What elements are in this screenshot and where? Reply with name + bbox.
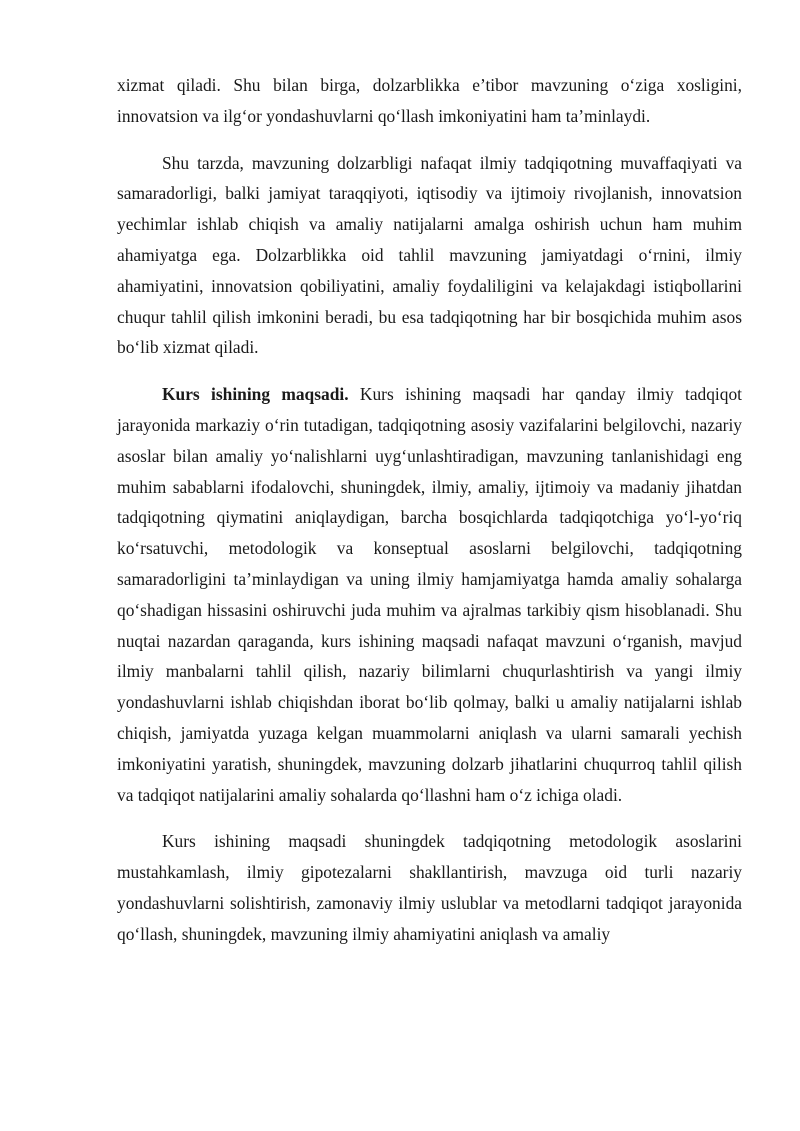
paragraph-goal-methodology <box>117 826 742 949</box>
paragraph-heading: Kurs ishining maqsadi. <box>162 384 349 405</box>
paragraph-continuation <box>117 70 742 132</box>
paragraph-text: xizmat qiladi. Shu bilan birga, dolzarblikka e’tibor mavzuning o‘ziga xosligini, innovatsion va ilg‘or yondashuvlarni qo‘llash imkoniyatini ham ta’minlaydi. <box>117 75 742 126</box>
paragraph-relevance-summary <box>117 148 742 364</box>
paragraph-course-work-goal <box>117 379 742 810</box>
paragraph-text: Kurs ishining maqsadi har qanday ilmiy tadqiqot jarayonida markaziy o‘rin tutadigan, tadqiqotning asosiy vazifalarini belgilovchi, nazariy asoslar bilan amaliy yo‘nalishlarni uyg‘unlashtiradigan, mavzuning tanlanishidagi eng muhim sabablarni ifodalovchi, shuningdek, ilmiy, amaliy, ijtimoiy va madaniy jihatdan tadqiqotning qiymatini aniqlaydigan, barcha bosqichlarda tadqiqotchiga yo‘l-yo‘riq ko‘rsatuvchi, metodologik va konseptual asoslarni belgilovchi, tadqiqotning samaradorligini ta’minlaydigan va uning ilmiy hamjamiyatga hamda amaliy sohalarga qo‘shadigan hissasini oshiruvchi juda muhim va ajralmas tarkibiy qism hisoblanadi. Shu nuqtai nazardan qaraganda, kurs ishining maqsadi nafaqat mavzuni o‘rganish, mavjud ilmiy manbalarni tahlil qilish, nazariy bilimlarni chuqurlashtirish va yangi ilmiy yondashuvlarni ishlab chiqishdan iborat bo‘lib qolmay, balki u amaliy natijalarni ishlab chiqish, jamiyatda yuzaga kelgan muammolarni aniqlash va ularni samarali yechish imkoniyatini yaratish, shuningdek, mavzuning dolzarb jihatlarini chuqurroq tahlil qilish va tadqiqot natijalarini amaliy sohalarda qo‘llashni ham o‘z ichiga oladi. <box>117 384 742 805</box>
paragraph-text: Shu tarzda, mavzuning dolzarbligi nafaqat ilmiy tadqiqotning muvaffaqiyati va samaradorligi, balki jamiyat taraqqiyoti, iqtisodiy va ijtimoiy rivojlanish, innovatsion yechimlar ishlab chiqish va amaliy natijalarni amalga oshirish uchun ham muhim ahamiyatga ega. Dolzarblikka oid tahlil mavzuning jamiyatdagi o‘rnini, ilmiy ahamiyatini, innovatsion qobiliyatini, amaliy foydaliligini va kelajakdagi istiqbollarini chuqur tahlil qilish imkonini beradi, bu esa tadqiqotning har bir bosqichida muhim asos bo‘lib xizmat qiladi. <box>117 152 742 358</box>
paragraph-text: Kurs ishining maqsadi shuningdek tadqiqotning metodologik asoslarini mustahkamlash, ilmiy gipotezalarni shakllantirish, mavzuga oid turli nazariy yondashuvlarni solishtirish, zamonaviy ilmiy uslublar va metodlarni tadqiqot jarayonida qo‘llash, shuningdek, mavzuning ilmiy ahamiyatini aniqlash va amaliy <box>117 831 742 944</box>
